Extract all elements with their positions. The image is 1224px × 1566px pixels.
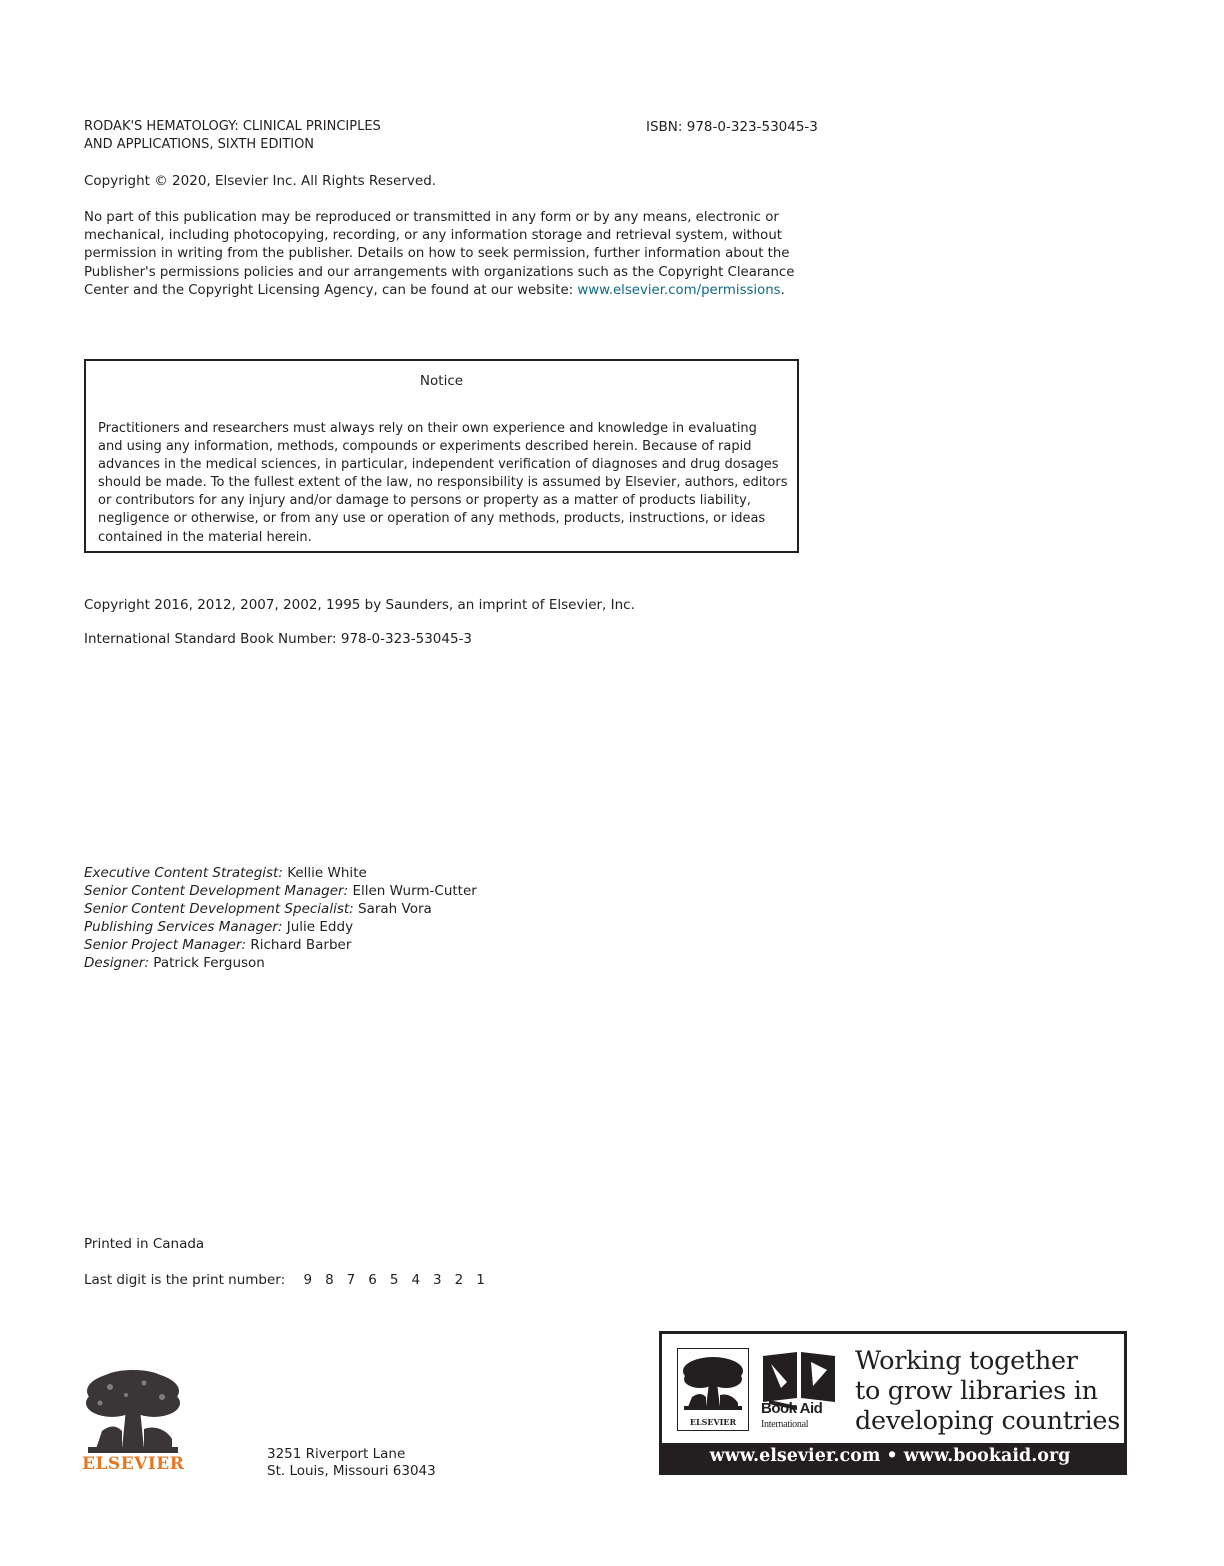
address-line-2: St. Louis, Missouri 63043 bbox=[267, 1463, 436, 1479]
credit-role: Publishing Services Manager: bbox=[84, 919, 283, 936]
rights-line: No part of this publication may be reproduced or transmitted in any form or by any means, electronic or bbox=[84, 210, 779, 225]
print-digit: 9 bbox=[303, 1272, 313, 1288]
credit-row bbox=[84, 864, 477, 882]
copyright-main: Copyright © 2020, Elsevier Inc. All Rights Reserved. bbox=[84, 173, 437, 189]
elsevier-tree-icon bbox=[82, 1369, 184, 1455]
isbn-full: International Standard Book Number: 978-0-323-53045-3 bbox=[84, 631, 473, 647]
rights-line-prefix: Center and the Copyright Licensing Agency, can be found at our website: bbox=[84, 282, 578, 298]
credit-row bbox=[84, 954, 477, 972]
elsevier-logo bbox=[82, 1369, 184, 1481]
notice-line: negligence or otherwise, or from any use or operation of any methods, products, instructions, or ideas bbox=[98, 511, 766, 527]
print-digit: 2 bbox=[454, 1272, 464, 1288]
bookaid-name: Book Aid bbox=[761, 1400, 823, 1417]
credit-role: Designer: bbox=[84, 955, 150, 972]
book-title-line-1: RODAK'S HEMATOLOGY: CLINICAL PRINCIPLES bbox=[84, 119, 381, 134]
credit-name: Patrick Ferguson bbox=[149, 955, 265, 972]
bookaid-banner bbox=[659, 1331, 1127, 1475]
credit-name: Richard Barber bbox=[246, 937, 352, 954]
credit-row bbox=[84, 900, 477, 918]
printed-in: Printed in Canada bbox=[84, 1236, 205, 1252]
print-digits bbox=[303, 1272, 497, 1288]
elsevier-wordmark: ELSEVIER bbox=[82, 1454, 185, 1474]
book-title-line-2: AND APPLICATIONS, SIXTH EDITION bbox=[84, 137, 315, 152]
print-number-row bbox=[84, 1271, 498, 1289]
address-line-1: 3251 Riverport Lane bbox=[267, 1446, 406, 1462]
print-digit: 4 bbox=[411, 1272, 421, 1288]
credit-role: Senior Content Development Manager: bbox=[84, 883, 349, 900]
rights-line: mechanical, including photocopying, recording, or any information storage and retrieval system, without bbox=[84, 228, 782, 244]
credit-role: Senior Project Manager: bbox=[84, 937, 247, 954]
slogan-line: Working together bbox=[855, 1346, 1078, 1376]
rights-line: Publisher's permissions policies and our arrangements with organizations such as the Copyright Clearance bbox=[84, 264, 795, 280]
credit-name: Sarah Vora bbox=[353, 901, 432, 918]
rights-paragraph bbox=[84, 209, 794, 300]
banner-elsevier-tree-icon bbox=[678, 1353, 748, 1415]
slogan-line: developing countries bbox=[855, 1406, 1120, 1436]
print-digit: 1 bbox=[476, 1272, 485, 1288]
rights-line: permission in writing from the publisher. Details on how to seek permission, further information about the bbox=[84, 246, 790, 262]
slogan-line: to grow libraries in bbox=[855, 1376, 1098, 1406]
banner-panel bbox=[662, 1334, 1124, 1443]
banner-elsevier-logo bbox=[677, 1348, 749, 1431]
print-number-label: Last digit is the print number: bbox=[84, 1272, 286, 1288]
print-digit: 3 bbox=[433, 1272, 442, 1288]
banner-slogan bbox=[855, 1346, 1120, 1436]
bookaid-sub: International bbox=[761, 1419, 809, 1430]
notice-box bbox=[84, 359, 799, 553]
publisher-address bbox=[267, 1446, 436, 1480]
notice-line: advances in the medical sciences, in particular, independent verification of diagnoses and drug dosages bbox=[98, 457, 779, 473]
previous-copyright: Copyright 2016, 2012, 2007, 2002, 1995 by Saunders, an imprint of Elsevier, Inc. bbox=[84, 597, 635, 613]
credits-list bbox=[84, 864, 477, 973]
print-digit: 5 bbox=[389, 1272, 399, 1288]
credit-name: Kellie White bbox=[282, 865, 367, 881]
credit-name: Julie Eddy bbox=[282, 919, 354, 936]
rights-line-suffix: . bbox=[780, 282, 785, 298]
notice-line: should be made. To the fullest extent of the law, no responsibility is assumed by Elsevier, authors, editors bbox=[98, 475, 788, 491]
notice-line: Practitioners and researchers must always rely on their own experience and knowledge in evaluating bbox=[98, 421, 757, 436]
print-digit: 8 bbox=[325, 1272, 334, 1288]
credit-row bbox=[84, 936, 477, 954]
notice-line: and using any information, methods, compounds or experiments described herein. Because of rapid bbox=[98, 439, 752, 455]
credit-row bbox=[84, 882, 477, 900]
credit-role: Executive Content Strategist: bbox=[84, 865, 283, 881]
permissions-link[interactable]: www.elsevier.com/permissions bbox=[577, 282, 781, 298]
book-title bbox=[84, 118, 381, 154]
notice-line: contained in the material herein. bbox=[98, 529, 312, 545]
print-digit: 6 bbox=[368, 1272, 377, 1288]
rights-line-last bbox=[84, 282, 794, 300]
isbn-header: ISBN: 978-0-323-53045-3 bbox=[646, 119, 818, 135]
banner-urls[interactable]: www.elsevier.com • www.bookaid.org bbox=[709, 1446, 1071, 1466]
credit-row bbox=[84, 918, 477, 936]
banner-elsevier-wordmark: ELSEVIER bbox=[689, 1417, 737, 1427]
print-digit: 7 bbox=[346, 1272, 356, 1288]
credit-name: Ellen Wurm-Cutter bbox=[348, 883, 477, 900]
notice-line: or contributors for any injury and/or damage to persons or property as a matter of products liability, bbox=[98, 493, 751, 509]
notice-body bbox=[98, 420, 788, 547]
notice-title: Notice bbox=[419, 373, 464, 389]
credit-role: Senior Content Development Specialist: bbox=[84, 901, 354, 918]
